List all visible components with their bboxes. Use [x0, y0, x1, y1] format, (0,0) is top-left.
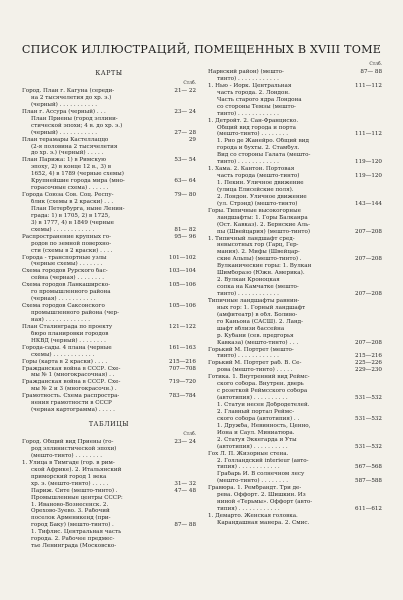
list-entry	[208, 485, 382, 513]
entry-line: сопка на Камчатке (мешто-	[217, 284, 299, 291]
entry-line: род эллинистической эпохи)	[31, 446, 117, 452]
entry-line: часть города. 2. Лондон.	[217, 89, 290, 96]
list-entry	[208, 374, 382, 450]
entry-line: 1. Детройт. 2. Сан-Франциско.	[208, 117, 299, 124]
list-entry	[22, 109, 196, 137]
entry-page-number: 101—102	[169, 254, 196, 261]
entry-line: 3) в 1777, 4) в 1849 (черные	[31, 219, 114, 226]
entry-line: Схема городов Саксонского	[22, 303, 105, 310]
entry-line: тинто) . . . . . . . . . . . .	[217, 291, 279, 297]
entry-line: ных гор: 1. Горный ландшафт	[217, 304, 306, 311]
entry-line: 1. Тифлис. Центральная часть	[31, 529, 122, 536]
entry-text	[22, 324, 158, 345]
entry-page-number: 29	[188, 136, 196, 143]
entry-line: рева. Оффорт. 2. Шишкин. Из	[217, 492, 306, 499]
entry-line: (амфитеатр) в обл. Боливо-	[217, 311, 298, 318]
list-entry	[208, 513, 382, 527]
entry-text	[22, 157, 158, 192]
entry-line: Иона и Саул. Миниатюра.	[217, 429, 295, 436]
entry-text	[22, 268, 158, 282]
entry-line: Вулканические горы: 1. Вулкан	[217, 263, 312, 270]
list-entry	[208, 451, 382, 486]
entry-text	[208, 236, 344, 298]
entry-line: План терамары Кастеллаццо	[22, 136, 109, 143]
entry-line: Гох Л. П. Жизорные стена.	[208, 450, 289, 457]
entry-page-number: 105—106	[169, 303, 196, 310]
entry-text	[208, 166, 344, 208]
entry-text	[208, 69, 344, 83]
entry-line: Схема городов Рурского бас-	[22, 268, 108, 275]
entry-line: Город. Общий вид Приены (го-	[22, 439, 114, 446]
entry-page-number: 567—568 587—588	[355, 464, 382, 485]
entry-page-number: 31— 32 47— 48 87— 88	[174, 480, 196, 529]
entry-text	[22, 282, 158, 303]
entry-line: го промышленного района	[31, 289, 111, 296]
list-entry	[208, 347, 382, 361]
entry-line: Париж. Сите (мешто-тинто) .	[31, 487, 118, 494]
entry-page-number: 121—122	[169, 323, 196, 330]
entry-line: сти (схемы в 2 краски) . . . .	[31, 247, 113, 254]
entry-line: Типичные ландшафты равнин-	[208, 297, 300, 304]
entry-line: (2-я половина 2 тысячелетия	[31, 143, 118, 150]
right-list	[208, 69, 382, 527]
entry-page-number: 87— 88	[360, 69, 382, 75]
entry-page-number	[344, 513, 382, 520]
entry-text	[22, 88, 158, 109]
entry-text	[22, 379, 158, 393]
entry-line: План Парижа: 1) в Римскую	[22, 157, 107, 164]
entry-line: Гражданская война в СССР. Схе-	[22, 379, 121, 386]
entry-line: ландшафты: 1. Горы Балканра	[217, 214, 308, 221]
entry-line: Нарвский район) (мешто-	[208, 69, 284, 75]
entry-line: 1. Статуи несен Добродетелей.	[217, 402, 310, 408]
entry-text	[22, 460, 158, 550]
entry-line: пы (Швейцария) (мешто-тинто)	[217, 228, 311, 235]
entry-line: эпоху, 2) в конце 12 в., 3) в	[31, 164, 112, 171]
entry-line: Горький М. Портрет (мешто-	[208, 346, 294, 353]
entry-line: схемы) . . . . . . . . . . . .	[31, 351, 95, 358]
entry-text	[22, 255, 158, 269]
entry-text	[22, 192, 158, 234]
entry-text	[22, 234, 158, 255]
entry-line: (Ост. Кавказ). 2. Бернские Аль-	[217, 221, 311, 228]
entry-line: невысотных гор (Гарц, Гер-	[217, 242, 299, 249]
list-entry	[22, 268, 196, 282]
list-entry	[22, 234, 196, 255]
entry-page-number: 23— 24 27— 28	[174, 108, 196, 136]
list-entry	[22, 379, 196, 393]
entry-line: 2. Голландский interieur (авто-	[217, 457, 309, 464]
entry-page-number: 111—112 119—120	[355, 131, 382, 166]
list-entry	[208, 166, 382, 208]
entry-page-number: 103—104	[169, 268, 196, 275]
entry-line: Горы (карта в 2 краски) . . . .	[22, 358, 108, 365]
tables-heading: ТАБЛИЦЫ	[88, 421, 130, 429]
entry-line: (ул. Стрэнд) (мешто-тинто)	[217, 200, 298, 207]
entry-line: промышленного района (чер-	[31, 310, 119, 316]
entry-text	[208, 374, 344, 450]
entry-line: шафт вблизи бассейна	[217, 325, 285, 332]
entry-line: схемы) . . . . . . . . . . . .	[31, 226, 95, 233]
entry-line: мы № 1 (многокрасочная) . .	[31, 372, 115, 379]
entry-page-number: 207—208 207—208	[355, 256, 382, 297]
entry-line: город Баку) (мешто-тинто) .	[31, 522, 114, 529]
entry-line: Распространение крупных го-	[22, 233, 112, 240]
entry-line: 2. Вулкан Кроноцкая	[217, 277, 280, 284]
maps-list	[22, 88, 196, 414]
list-entry	[208, 83, 382, 118]
entry-line: Города Союза Сов. Соц. Респу-	[22, 192, 114, 199]
entry-line: родов по земной поверхно-	[31, 240, 112, 247]
entry-line: 1. Рио де Жанейро. Общий вид	[217, 138, 309, 145]
column-label-left: Стлб.	[183, 81, 196, 86]
entry-page-number: 207—208	[355, 228, 382, 235]
entry-line: Грабарь И. В солнечном лесу	[217, 471, 305, 478]
entry-text	[208, 83, 344, 118]
entry-line: 1652, 4) в 1789 (черные схемы)	[31, 171, 124, 178]
entry-line: тье Ленинграда (Московско-	[31, 543, 117, 550]
entry-line: ской Африке). 2. Итальянский	[31, 466, 122, 473]
entry-text	[22, 366, 158, 380]
list-entry	[208, 360, 382, 374]
entry-line: (черная) . . . . . . . . . . .	[31, 296, 96, 303]
entry-line: 1. Хама. 2. Кантон. Портовая	[208, 166, 295, 173]
entry-line: (мешто-тинто) . . . . . . . .	[217, 131, 289, 138]
entry-line: часть города (мешто-тинто)	[217, 173, 300, 180]
entry-line: (черный) . . . . . . . . . . .	[31, 129, 97, 136]
entry-text	[22, 359, 158, 366]
list-entry	[208, 298, 382, 347]
entry-page-number: 611—612	[355, 506, 382, 513]
entry-line: Город. План г. Кагуна (середи-	[22, 88, 115, 94]
entry-text	[22, 393, 158, 414]
entry-line: (автотипия) . . . . . . . . . .	[217, 443, 288, 450]
list-entry	[22, 88, 196, 109]
entry-line: ские Альпы) (мешто-тинто) .	[217, 256, 302, 263]
entry-page-number: 531—532 531—532 531—532	[355, 395, 382, 450]
entry-line: горасочные схема) . . . . . .	[31, 185, 109, 192]
list-entry	[208, 69, 382, 83]
list-entry	[22, 366, 196, 380]
entry-line: 1. Нью - Йорк. Центральная	[208, 82, 292, 89]
entry-line: 1. Демарто. Женская головка.	[208, 513, 298, 519]
entry-page-number: 95— 96	[174, 233, 196, 240]
entry-line: Промышленные центры СССР:	[31, 494, 123, 501]
list-entry	[22, 255, 196, 269]
entry-line: (автотипия) . . . . . . . . . .	[217, 395, 288, 402]
entry-line: 2. Лондон. Уличное движение	[217, 193, 307, 200]
entry-line: 2. Статуя Эккегарда и Уты	[217, 436, 297, 443]
tables-list	[22, 439, 196, 550]
entry-line: города. 2. Рабочее предмес-	[31, 536, 115, 543]
entry-line: (улица Елисейские поля).	[217, 186, 294, 193]
entry-text	[22, 303, 158, 324]
entry-line: План Петербурга, ныне Ленин-	[31, 205, 125, 212]
entry-line: мания). 2. Мифы (Швейцар-	[217, 249, 300, 256]
entry-line: 1. Дружба, Невинность, Ценно,	[217, 422, 311, 429]
column-label-right: Стлб.	[369, 62, 382, 67]
entry-line: тинто) . . . . . . . . . . . .	[217, 110, 279, 117]
list-entry	[22, 393, 196, 414]
entry-page-number: 23— 24	[174, 439, 196, 446]
entry-line: города и бухты. 2. Стамбул.	[217, 145, 300, 152]
list-entry	[22, 282, 196, 303]
entry-line: со стороны Темзы (мешто-	[217, 103, 296, 110]
entry-line: Грамотность. Схема распростра-	[22, 393, 120, 400]
list-entry	[22, 439, 196, 460]
entry-line: приморский город 1 века	[31, 473, 107, 480]
entry-line: мы № 2 и 3 (многокрасочн.) .	[31, 386, 117, 393]
entry-line: Города-сады. 4 плана (черные	[22, 344, 112, 351]
entry-text	[208, 513, 344, 527]
entry-line: блик (схемы в 2 краски) . . .	[31, 199, 114, 205]
page-title: СПИСОК ИЛЛЮСТРАЦИЙ, ПОМЕЩЕННЫХ В XVIII ТОМЕ	[21, 43, 382, 56]
entry-line: хр. э. (мешто-тинто) . . . . .	[31, 480, 109, 487]
entry-line: Часть старого ядра Лондона	[217, 96, 302, 103]
entry-line: Вид со стороны Галата (мешто-	[217, 152, 311, 159]
entry-line: стической эпохи; 4 в. до хр. э.)	[31, 122, 123, 129]
list-entry	[22, 192, 196, 234]
list-entry	[22, 324, 196, 345]
entry-line: рова (мешто-тинто) . . . . .	[217, 367, 293, 374]
entry-line: Горы. Типичные высокогорные	[208, 207, 301, 214]
list-entry	[22, 157, 196, 192]
entry-page-number: 21— 22	[174, 88, 196, 94]
entry-text	[208, 360, 344, 374]
entry-line: Кавказа) (мешто-тинто) . . .	[217, 339, 299, 346]
entry-line: тинто) . . . . . . . . . . . .	[217, 159, 279, 166]
entry-line: Карандашная манера. 2. Смис.	[217, 519, 310, 526]
list-entry	[22, 137, 196, 158]
entry-page-number: 215—216	[169, 358, 196, 365]
entry-line: бюро планировки городов	[31, 330, 109, 337]
entry-line: 1. Улица в Тимгаде (гор. в рим-	[22, 459, 115, 466]
entry-text	[208, 485, 344, 513]
entry-line: тинто) . . . . . . . . . . . .	[217, 75, 279, 82]
list-entry	[22, 359, 196, 366]
entry-page-number: 119—120 143—144	[355, 173, 382, 207]
entry-line: Гражданская война в СССР. Схе-	[22, 365, 121, 372]
entry-line: до хр. э.) (черный) . . . . .	[31, 150, 104, 157]
list-entry	[22, 345, 196, 359]
entry-line: р. Кубани (сев. предгорья	[217, 332, 294, 339]
entry-text	[22, 345, 158, 359]
entry-line: (черные схемы) . . . . . . .	[31, 261, 103, 268]
entry-line: 2. Главный портал Реймс-	[217, 408, 295, 415]
entry-line: Города - транспортные узлы	[22, 254, 107, 261]
entry-text	[22, 137, 158, 158]
entry-page-number: 783—784	[169, 393, 196, 400]
entry-line: Орехово-Зуево. 3. Рабочий	[31, 508, 110, 515]
entry-line: 1. Иваново-Вознесенск. 2.	[31, 501, 109, 508]
right-column	[208, 62, 382, 527]
entry-page-number: 79— 80 81— 82	[174, 192, 196, 233]
entry-line: с розеткой Реймсского собора	[217, 388, 308, 395]
entry-line: Схема городов Ланкаширско-	[22, 282, 111, 289]
entry-page-number: 707—708	[169, 365, 196, 372]
list-entry	[22, 460, 196, 550]
entry-line: (мешто-тинто) . . . . . . . .	[31, 452, 103, 459]
entry-line: (мешто-тинто) . . . . . . . .	[217, 478, 289, 485]
entry-line: (черный) . . . . . . . . . . .	[31, 101, 97, 108]
entry-text	[22, 439, 158, 460]
entry-line: ниной «Терьмы». Оффорт (авто-	[217, 499, 313, 506]
entry-line: ского собора. Внутрен. дверь	[217, 381, 304, 388]
entry-line: нения грамотности в СССР	[31, 400, 112, 407]
list-entry	[208, 208, 382, 236]
list-entry	[208, 236, 382, 298]
entry-text	[22, 109, 158, 137]
entry-line: типия) . . . . . . . . . . . .	[217, 506, 280, 513]
entry-line: План г. Ассура (черный) . . .	[22, 108, 106, 115]
entry-line: Крупнейшие города мира (мно-	[31, 178, 125, 185]
entry-line: града: 1) в 1705, 2) в 1725,	[31, 212, 110, 219]
entry-line: поселок Арменикенд (при-	[31, 515, 111, 522]
entry-line: ная) . . . . . . . . . . . . .	[31, 316, 91, 323]
entry-page-number: 215—216	[355, 353, 382, 360]
column-label-tables: Стлб.	[183, 432, 196, 438]
entry-line: План Приены (город эллини-	[31, 115, 118, 122]
entry-text	[208, 298, 344, 347]
entry-line: Готика. 1. Внутренний вид Реймс-	[208, 374, 310, 381]
entry-line: 1. Пекин. Уличное движение	[217, 180, 304, 186]
entry-line: Гравюра. 1. Рембрандт. Три де-	[208, 485, 302, 492]
entry-line: (черная картограмма) . . . . .	[31, 407, 115, 414]
entry-line: НКВД (черный) . . . . . . . .	[31, 337, 106, 344]
entry-line: Шимборазо (Южн. Америка).	[217, 270, 305, 277]
entry-page-number: 161—163	[169, 344, 196, 351]
entry-text	[208, 451, 344, 486]
entry-line: План Сталинграда по проекту	[22, 323, 113, 330]
left-column	[22, 69, 196, 550]
entry-line: типия) . . . . . . . . . . . .	[217, 464, 280, 471]
entry-page-number: 225—226 229—230	[355, 360, 382, 374]
list-entry	[208, 118, 382, 167]
entry-page-number: 719—720	[169, 379, 196, 386]
maps-heading: КАРТЫ	[95, 70, 123, 77]
entry-page-number: 207—208	[355, 339, 382, 346]
entry-page-number: 105—106	[169, 282, 196, 289]
entry-page-number: 111—112	[355, 82, 382, 89]
list-entry	[22, 303, 196, 324]
entry-line: 1. Типичный ландшафт сред-	[208, 235, 295, 242]
entry-text	[208, 208, 344, 236]
entry-line: го Каньона (САСШ). 2. Ланд-	[217, 318, 304, 325]
entry-line: сейна (черная) . . . . . . . .	[31, 275, 105, 282]
entry-line: на 2 тысячелетия до хр. э.)	[31, 94, 112, 101]
entry-line: Горький М. Портрет раб. В. Се-	[208, 360, 302, 367]
entry-text	[208, 118, 344, 167]
entry-text	[208, 347, 344, 361]
entry-line: тинто) . . . . . . . . . . . .	[217, 353, 279, 360]
entry-line: ского собора (автотипия) . .	[217, 415, 300, 422]
entry-page-number: 53— 54 63— 64	[174, 157, 196, 185]
entry-line: Общий вид города и порта	[217, 124, 296, 131]
